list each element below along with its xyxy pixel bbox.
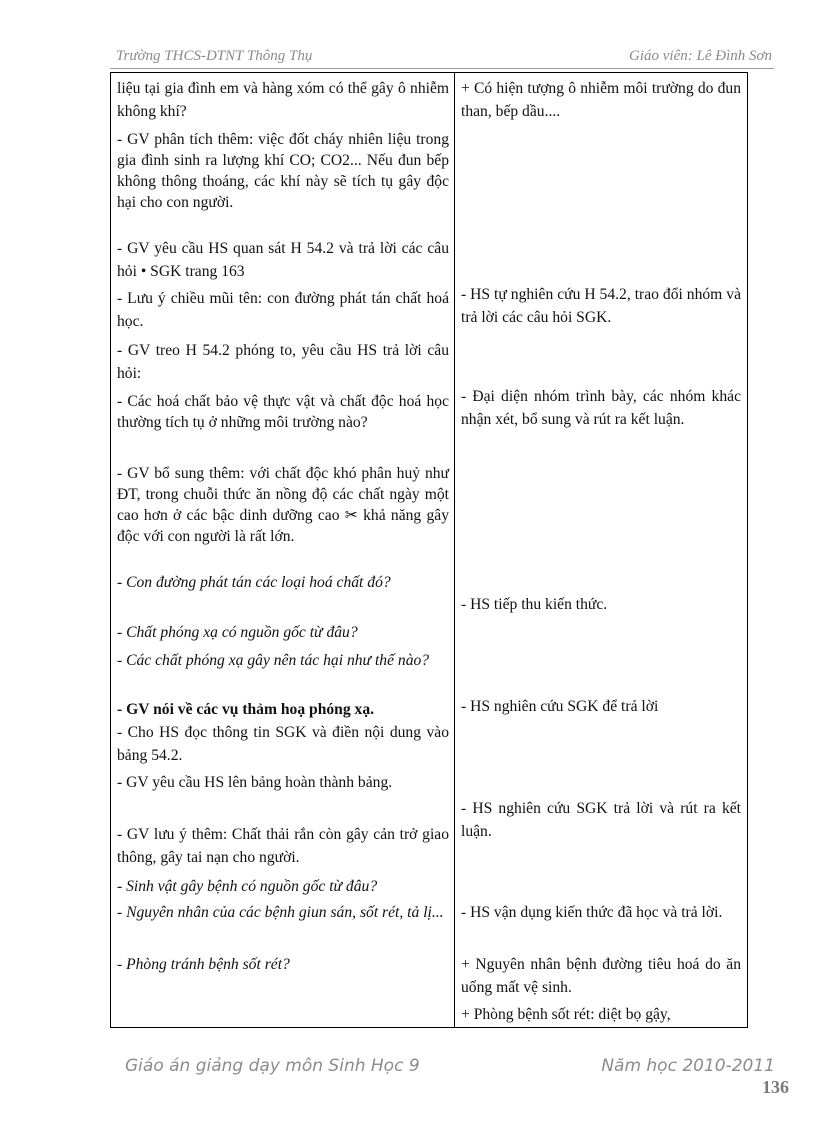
right-paragraph: + Có hiện tượng ô nhiễm môi trường do đun than, bếp dầu.... [461, 80, 741, 120]
left-question: - Phòng tránh bệnh sốt rét? [117, 956, 290, 973]
lesson-table [110, 72, 748, 1028]
left-paragraph: - GV treo H 54.2 phóng to, yêu cầu HS trả lời câu hỏi: [117, 342, 449, 382]
left-paragraph: - GV yêu cầu HS lên bảng hoàn thành bảng. [117, 774, 393, 791]
left-paragraph: - GV yêu cầu HS quan sát H 54.2 và trả lời các câu hỏi • SGK trang 163 [117, 240, 449, 280]
page-number: 136 [762, 1077, 789, 1097]
right-paragraph: - HS tự nghiên cứu H 54.2, trao đổi nhóm và trả lời các câu hỏi SGK. [461, 286, 741, 326]
left-question: - Sinh vật gây bệnh có nguồn gốc từ đâu? [117, 878, 378, 895]
left-question: - Nguyên nhân của các bệnh giun sán, sốt rét, tả lị... [117, 904, 444, 921]
right-paragraph: - Đại diện nhóm trình bày, các nhóm khác nhận xét, bổ sung và rút ra kết luận. [461, 388, 741, 428]
page-header [110, 48, 774, 69]
right-paragraph: + Nguyên nhân bệnh đường tiêu hoá do ăn uống mất vệ sinh. [461, 956, 741, 996]
right-paragraph: + Phòng bệnh sốt rét: diệt bọ gậy, [461, 1006, 671, 1023]
right-paragraph: - HS nghiên cứu SGK trả lời và rút ra kết luận. [461, 800, 741, 840]
footer-subject: Giáo án giảng dạy môn Sinh Học 9 [125, 1056, 420, 1076]
header-school: Trường THCS-DTNT Thông Thụ [116, 48, 313, 64]
left-paragraph: - GV bổ sung thêm: với chất độc khó phân huỷ như ĐT, trong chuỗi thức ăn nồng độ các chất ngày một cao hơn ở các bậc dinh dưỡng cao ✂ khả năng gây độc với con người là rất lớn. [117, 465, 449, 545]
left-paragraph: - Các hoá chất bảo vệ thực vật và chất độc hoá học thường tích tụ ở những môi trường nào? [117, 393, 449, 431]
left-paragraph: - GV phân tích thêm: việc đốt cháy nhiên liệu trong gia đình sinh ra lượng khí CO; CO2... Nếu đun bếp không thông thoáng, các khí này sẽ tích tụ gây độc hại cho con người. [117, 131, 449, 211]
header-teacher: Giáo viên: Lê Đình Sơn [629, 48, 772, 64]
left-question: - Các chất phóng xạ gây nên tác hại như thế nào? [117, 652, 430, 669]
left-paragraph: - GV lưu ý thêm: Chất thải rắn còn gây cản trở giao thông, gây tai nạn cho người. [117, 826, 449, 866]
left-paragraph: - Cho HS đọc thông tin SGK và điền nội dung vào bảng 54.2. [117, 724, 449, 764]
column-divider [454, 73, 455, 1027]
right-paragraph: - HS nghiên cứu SGK để trả lời [461, 698, 659, 715]
footer-year: Năm học 2010-2011 [601, 1056, 775, 1076]
left-question: - Chất phóng xạ có nguồn gốc từ đâu? [117, 624, 358, 641]
left-paragraph: liệu tại gia đình em và hàng xóm có thể gây ô nhiễm không khí? [117, 80, 449, 120]
left-question: - Con đường phát tán các loại hoá chất đó? [117, 574, 391, 591]
right-paragraph: - HS vận dụng kiến thức đã học và trả lời. [461, 904, 723, 921]
right-paragraph: - HS tiếp thu kiến thức. [461, 596, 608, 613]
left-paragraph: - Lưu ý chiều mũi tên: con đường phát tán chất hoá học. [117, 290, 449, 330]
left-emphasis: - GV nói về các vụ thảm hoạ phóng xạ. [117, 701, 375, 718]
